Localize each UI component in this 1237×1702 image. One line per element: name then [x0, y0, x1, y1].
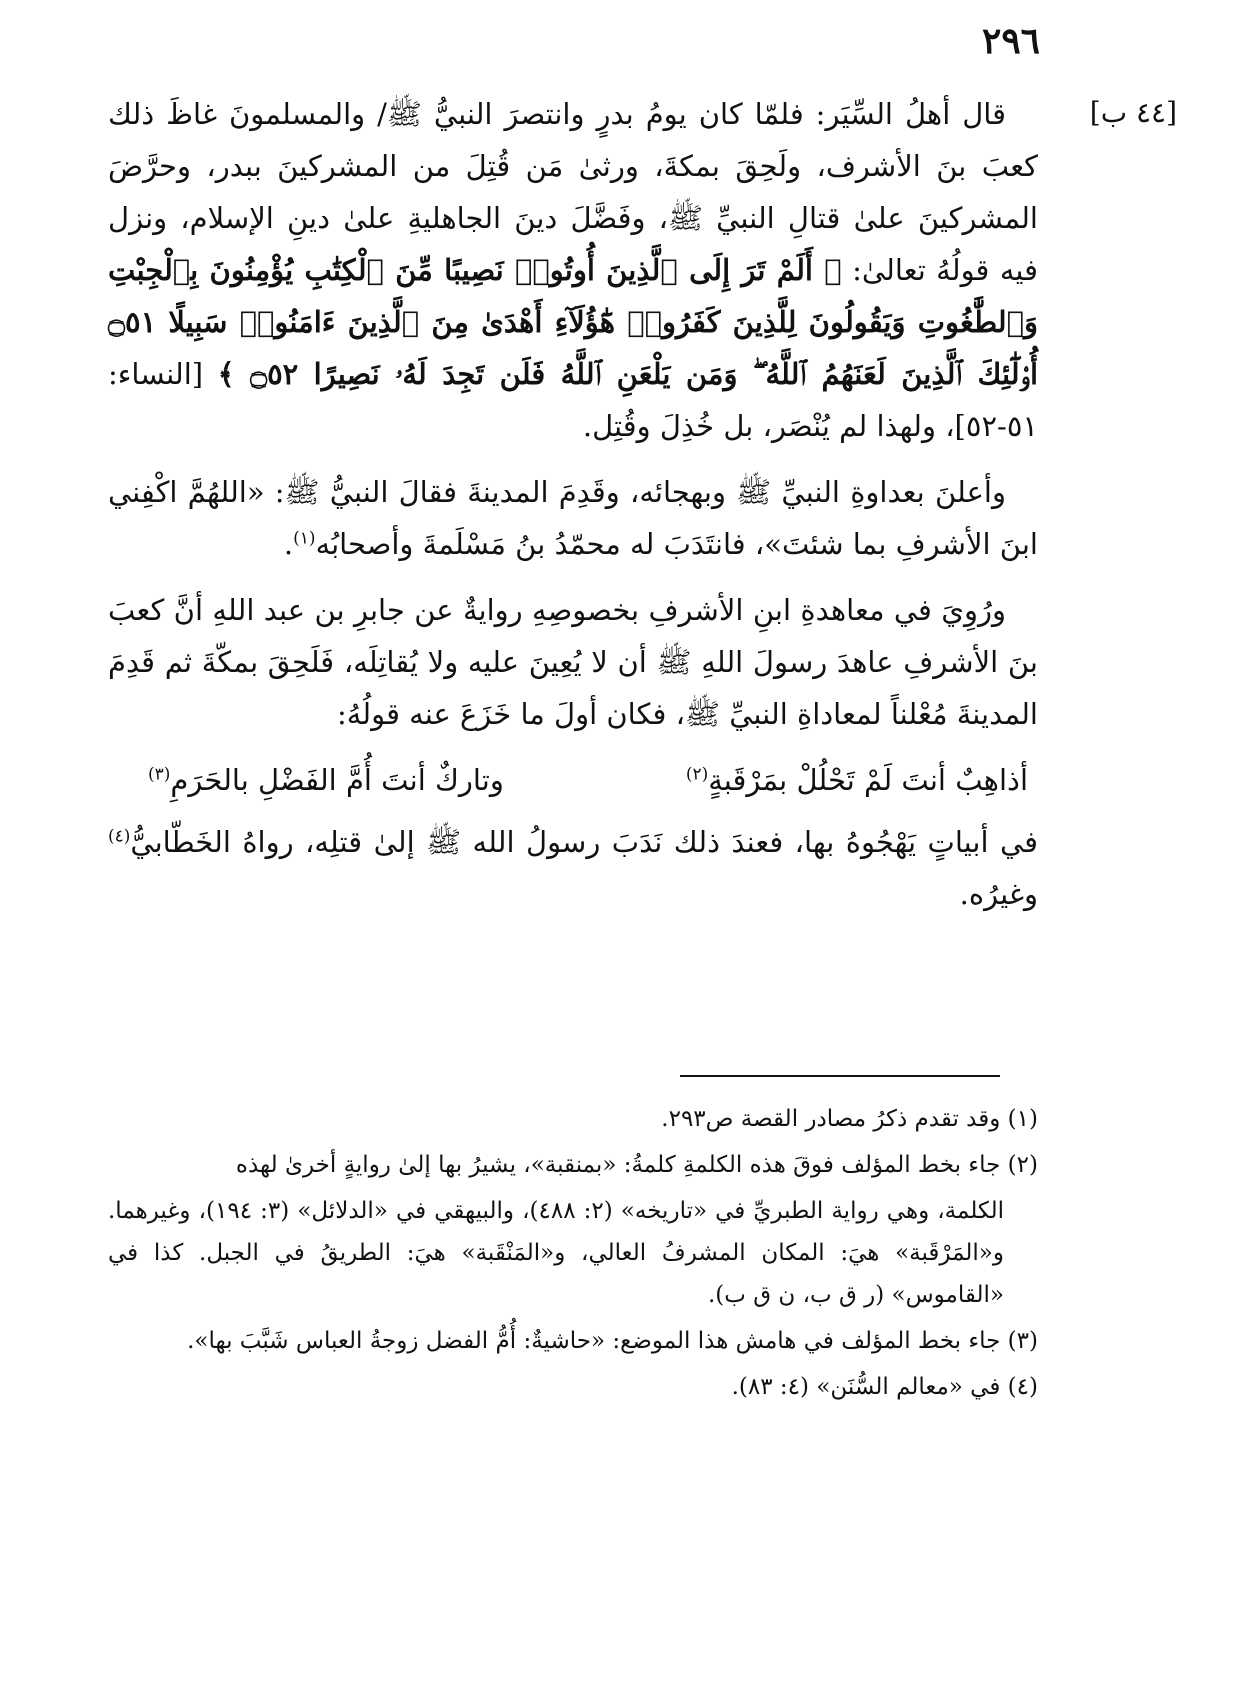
verse-first-text: أذاهِبٌ أنتَ لَمْ تَحْلُلْ بمَرْقَبةٍ [708, 763, 1028, 797]
footnote-3 [108, 1320, 1038, 1362]
footnote-4-number: (٤) [1007, 1374, 1038, 1400]
main-text [108, 88, 1038, 934]
footnote-4 [108, 1366, 1038, 1408]
footnote-2-cont-text: الكلمة، وهي رواية الطبريِّ في «تاريخه» (٢: ٤٨٨)، والبيهقي في «الدلائل» (٣: ١٩٤)، وغيرهما. و«المَرْقَبة» هيَ: المكان المشرفُ العالي، و«المَنْقَبة» هيَ: الطريقُ في الجبل. كذا في «القاموس» (ر ق ب، ن ق ب). [108, 1198, 1005, 1308]
footnotes [108, 1098, 1038, 1412]
footnote-ref-3: (٣) [148, 764, 171, 785]
footnote-ref-1: (١) [293, 528, 316, 549]
footnote-separator [680, 1075, 1000, 1077]
footnote-ref-2: (٢) [685, 764, 709, 785]
folio-marker: [٤٤ ب] [1089, 96, 1177, 129]
paragraph-4-text: في أبياتٍ يَهْجُوهُ بها، فعندَ ذلك نَدَبَ رسولُ الله ﷺ إلىٰ قتلِه، رواهُ الخَطّابيُّ [130, 825, 1038, 859]
footnote-3-text: جاء بخط المؤلف في هامش هذا الموضع: «حاشيةٌ: أُمُّ الفضل زوجةُ العباس شَبَّبَ بها». [187, 1328, 1001, 1354]
paragraph-1 [108, 88, 1038, 452]
page-number: ٢٩٦ [981, 20, 1040, 62]
paragraph-2-text: وأعلنَ بعداوةِ النبيِّ ﷺ وبهجائه، وقَدِمَ المدينةَ فقالَ النبيُّ ﷺ: «اللهُمَّ اكْفِني ابنَ الأشرفِ بما شئتَ»، فانتَدَبَ له محمّدُ بنُ مَسْلَمةَ وأصحابُه [108, 475, 1038, 561]
paragraph-4 [108, 816, 1038, 920]
paragraph-1-text: قال أهلُ السِّيَر: فلمّا كان يومُ بدرٍ وانتصرَ النبيُّ ﷺ/ والمسلمونَ غاظَ ذلك كعبَ بنَ الأشرف، ولَحِقَ بمكةَ، ورثىٰ مَن قُتِلَ من المشركينَ ببدر، وحرَّضَ المشركينَ علىٰ قتالِ النبيِّ ﷺ، وفَضَّلَ دينَ الجاهليةِ علىٰ دينِ الإسلام، ونزل فيه قولُهُ تعالىٰ: [108, 97, 1038, 287]
footnote-2-continued [108, 1190, 1038, 1316]
footnote-4-text: في «معالم السُّنَن» (٤: ٨٣). [731, 1374, 1001, 1400]
footnote-2-number: (٢) [1007, 1152, 1038, 1178]
poetry-verse [108, 754, 1038, 806]
paragraph-3 [108, 584, 1038, 740]
footnote-ref-4: (٤) [108, 826, 131, 847]
paragraph-4-after: وغيرُه. [959, 877, 1038, 911]
quran-quote: ﴿ أَلَمْ تَرَ إِلَى ٱلَّذِينَ أُوتُوا۟ نَصِيبًا مِّنَ ٱلْكِتَٰبِ يُؤْمِنُونَ بِٱلْجِبْتِ وَٱلطَّٰغُوتِ وَيَقُولُونَ لِلَّذِينَ كَفَرُوا۟ هَٰٓؤُلَآءِ أَهْدَىٰ مِنَ ٱلَّذِينَ ءَامَنُوا۟ سَبِيلًا ۝٥١ أُو۟لَٰٓئِكَ ٱلَّذِينَ لَعَنَهُمُ ٱللَّهُ ۖ وَمَن يَلْعَنِ ٱللَّهُ فَلَن تَجِدَ لَهُۥ نَصِيرًا ۝٥٢ ﴾ [108, 253, 1039, 391]
verse-second-text: وتاركٌ أنتَ أُمَّ الفَضْلِ بالحَرَمِ [170, 763, 504, 797]
verse-second-hemistich [148, 754, 504, 806]
paragraph-1-after: [النساء: ٥١-٥٢]، ولهذا لم يُنْصَر، بل خُذِلَ وقُتِل. [108, 357, 1038, 443]
footnote-2-text: جاء بخط المؤلف فوقَ هذه الكلمةِ كلمةُ: «بمنقبة»، يشيرُ بها إلىٰ روايةٍ أخرىٰ لهذه [235, 1152, 1001, 1178]
paragraph-2 [108, 466, 1038, 570]
footnote-1-number: (١) [1007, 1106, 1038, 1132]
paragraph-2-after: . [283, 527, 294, 561]
paragraph-3-text: ورُوِيَ في معاهدةِ ابنِ الأشرفِ بخصوصِهِ روايةٌ عن جابرِ بن عبد اللهِ أنَّ كعبَ بنَ الأشرفِ عاهدَ رسولَ اللهِ ﷺ أن لا يُعِينَ عليه ولا يُقاتِلَه، فَلَحِقَ بمكّةَ ثم قَدِمَ المدينةَ مُعْلناً لمعاداةِ النبيِّ ﷺ، فكان أولَ ما خَزَعَ عنه قولُهُ: [108, 593, 1038, 731]
footnote-1 [108, 1098, 1038, 1140]
footnote-2 [108, 1144, 1038, 1186]
verse-first-hemistich [686, 754, 1028, 806]
footnote-1-text: وقد تقدم ذكرُ مصادر القصة ص٢٩٣. [661, 1106, 1001, 1132]
footnote-3-number: (٣) [1007, 1328, 1038, 1354]
